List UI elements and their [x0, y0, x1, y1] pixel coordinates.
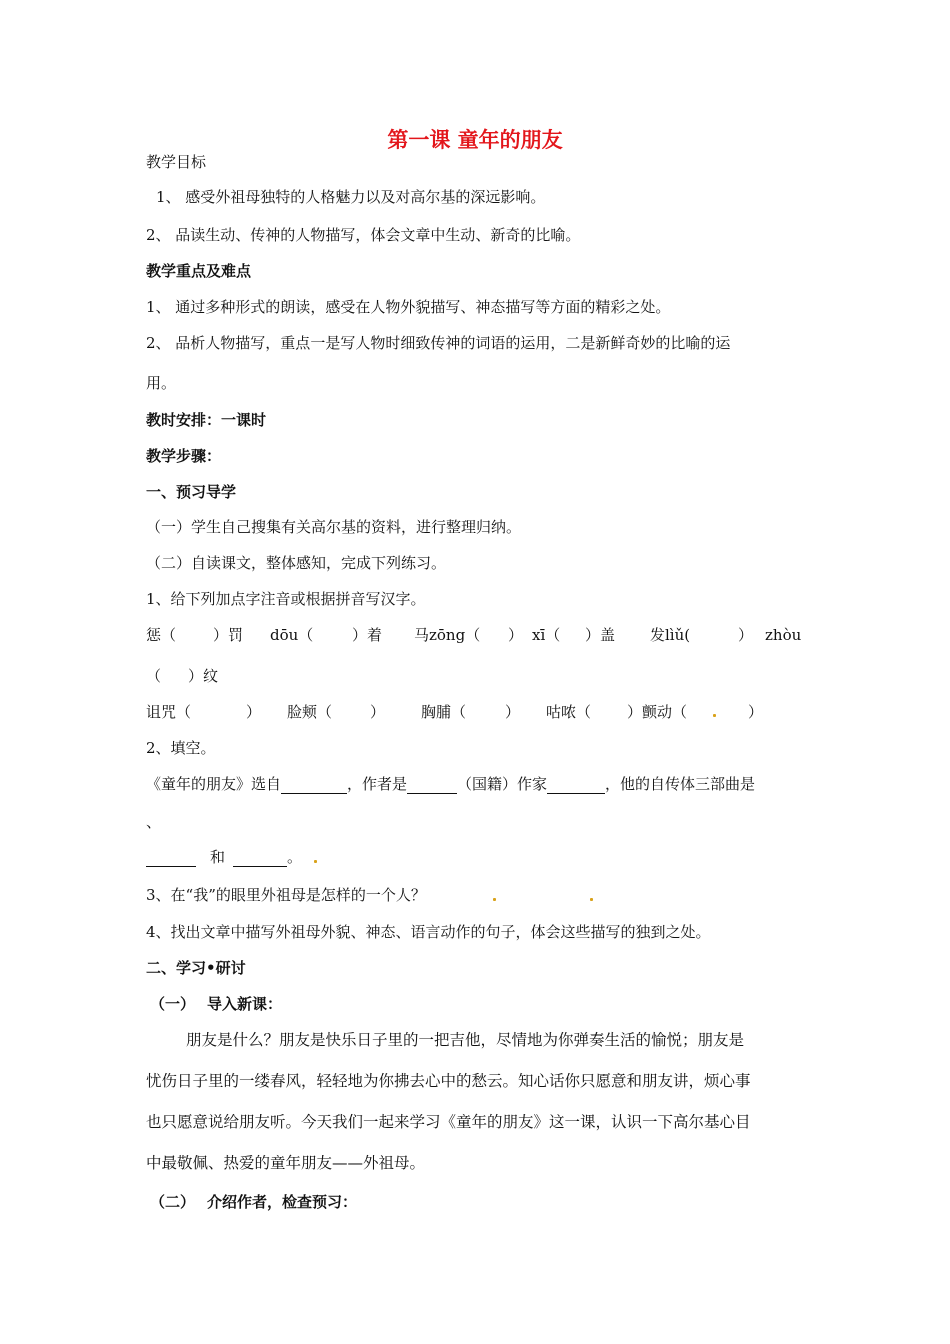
- exercise-item: （: [146, 667, 162, 685]
- fill-in-line-2: [146, 847, 302, 867]
- question-2: 2、填空。: [146, 739, 216, 757]
- sub-number: （二）: [150, 1193, 196, 1211]
- exercise-item: ）: [748, 703, 764, 721]
- question-3: 3、在“我”的眼里外祖母是怎样的一个人？: [146, 886, 426, 904]
- answer-blank[interactable]: [146, 850, 196, 867]
- fill-text: 和: [210, 848, 226, 866]
- fill-text: ，作者是: [347, 775, 408, 793]
- question-4: 4、找出文章中描写外祖母外貌、神态、语言动作的句子，体会这些描写的独到之处。: [146, 923, 711, 941]
- exercise-item: 脸颊（: [287, 703, 333, 721]
- exercise-item: ）颤动（: [627, 703, 688, 721]
- marker-dot: [590, 898, 593, 901]
- fill-text: 、: [146, 813, 162, 831]
- marker-dot: [314, 860, 317, 863]
- answer-blank[interactable]: [547, 777, 605, 794]
- section2-sub1: [150, 994, 282, 1014]
- intro-paragraph-line: 也只愿意说给朋友听。今天我们一起来学习《童年的朋友》这一课，认识一下高尔基心目: [146, 1113, 751, 1131]
- exercise-item: ）: [738, 626, 754, 644]
- key-point-1: 1、 通过多种形式的朗读，感受在人物外貌描写、神态描写等方面的精彩之处。: [146, 298, 671, 316]
- intro-paragraph-line: 朋友是什么？朋友是快乐日子里的一把吉他，尽情地为你弹奏生活的愉悦；朋友是: [186, 1031, 745, 1049]
- exercise-item: ）: [508, 626, 524, 644]
- schedule-text: 教时安排：一课时: [146, 411, 267, 429]
- exercise-item: ）: [370, 703, 386, 721]
- steps-heading: 教学步骤：: [146, 447, 222, 465]
- key-points-heading: 教学重点及难点: [146, 262, 252, 280]
- answer-blank[interactable]: [407, 777, 457, 794]
- exercise-item: ）盖: [585, 626, 616, 644]
- section2-sub2: [150, 1192, 357, 1212]
- exercise-item: xī（: [532, 626, 561, 644]
- key-point-2-line1: 2、 品析人物描写，重点一是写人物时细致传神的词语的运用，二是新鲜奇妙的比喻的运: [146, 334, 731, 352]
- exercise-item: ）纹: [188, 667, 219, 685]
- key-point-2-line2: 用。: [146, 374, 177, 392]
- exercise-item: 咕哝（: [546, 703, 592, 721]
- answer-blank[interactable]: [281, 777, 347, 794]
- exercise-item: ）: [246, 703, 262, 721]
- exercise-item: ）: [505, 703, 521, 721]
- goal-item-2: 2、 品读生动、传神的人物描写，体会文章中生动、新奇的比喻。: [146, 226, 581, 244]
- page-title: 第一课 童年的朋友: [387, 128, 563, 152]
- exercise-item: 诅咒（: [146, 703, 192, 721]
- answer-blank[interactable]: [233, 850, 287, 867]
- exercise-item: 发lìǔ(: [650, 626, 691, 644]
- question-1: 1、给下列加点字注音或根据拼音写汉字。: [146, 590, 426, 608]
- exercise-item: 马zōng（: [414, 626, 481, 644]
- goals-heading: 教学目标: [146, 153, 207, 171]
- exercise-item: zhòu: [765, 626, 802, 644]
- exercise-item: 胸脯（: [421, 703, 467, 721]
- fill-text: （国籍）作家: [457, 775, 548, 793]
- exercise-item: dōu（: [270, 626, 314, 644]
- section2-heading: 二、学习•研讨: [146, 959, 246, 977]
- intro-paragraph-line: 忧伤日子里的一缕春风，轻轻地为你拂去心中的愁云。知心话你只愿意和朋友讲，烦心事: [146, 1072, 751, 1090]
- intro-paragraph-line: 中最敬佩、热爱的童年朋友——外祖母。: [146, 1154, 426, 1172]
- exercise-item: ）罚: [213, 626, 244, 644]
- exercise-item: ）着: [352, 626, 383, 644]
- fill-text: ，他的自传体三部曲是: [605, 775, 756, 793]
- exercise-item: 惩（: [146, 626, 177, 644]
- section1-sub1: （一）学生自己搜集有关高尔基的资料，进行整理归纳。: [146, 518, 522, 536]
- sub-label: 导入新课：: [207, 995, 283, 1013]
- fill-text: 。: [287, 848, 303, 866]
- section1-heading: 一、预习导学: [146, 483, 237, 501]
- sub-number: （一）: [150, 995, 196, 1013]
- fill-text: 《童年的朋友》选自: [146, 775, 282, 793]
- marker-dot: [713, 714, 716, 717]
- goal-item-1: 1、 感受外祖母独特的人格魅力以及对高尔基的深远影响。: [156, 188, 546, 206]
- sub-label: 介绍作者，检查预习：: [207, 1193, 358, 1211]
- marker-dot: [493, 898, 496, 901]
- section1-sub2: （二）自读课文，整体感知，完成下列练习。: [146, 554, 447, 572]
- fill-in-line: [146, 774, 755, 794]
